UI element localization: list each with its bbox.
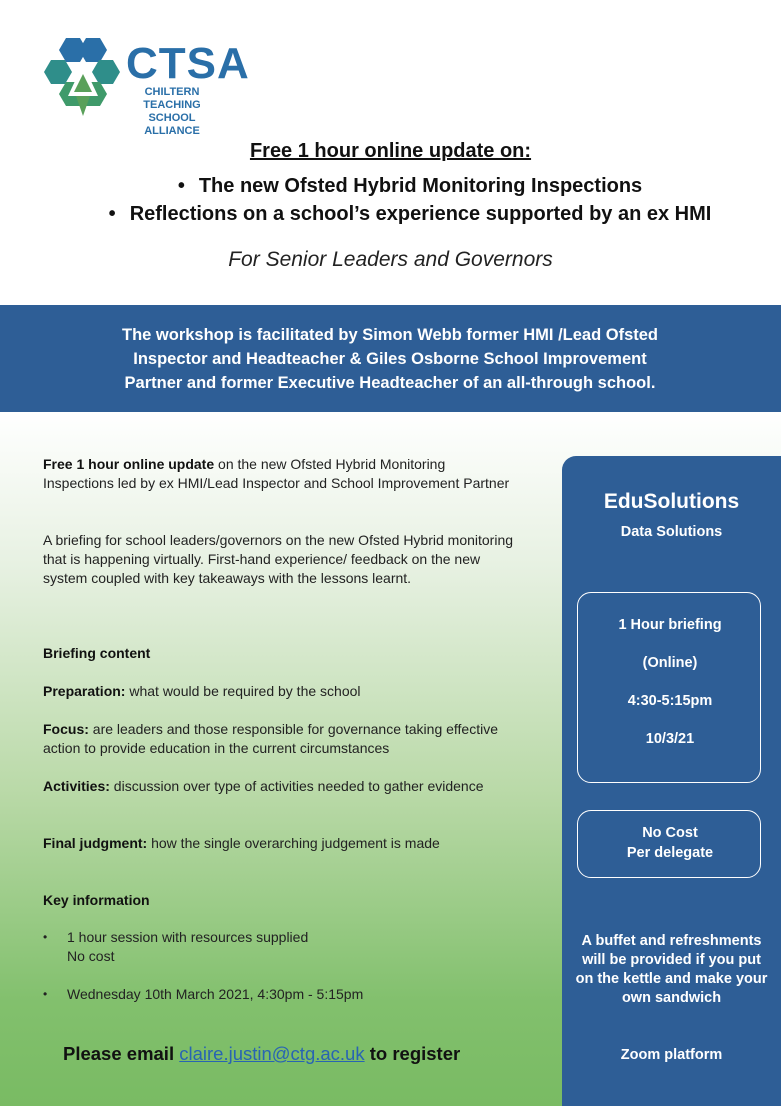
briefing-paragraph: A briefing for school leaders/governors on the new Ofsted Hybrid monitoring that is happening virtually. First-hand experience/ feedback on the new system coupled with key takeaways with the lessons learnt. bbox=[43, 532, 514, 586]
list-item: • 1 hour session with resources supplied No cost bbox=[43, 929, 309, 964]
logo-name-line2: SCHOOL ALLIANCE bbox=[144, 112, 200, 137]
header bbox=[0, 0, 781, 305]
event-detail: 4:30-5:15pm bbox=[627, 693, 713, 709]
key-information-list bbox=[43, 928, 523, 1023]
bullet-dot-icon: • bbox=[43, 930, 48, 944]
intro-rest: on the new Ofsted Hybrid Monitoring Inspections led by ex HMI/Lead Inspector and School Improvement Partner bbox=[43, 456, 510, 491]
logo-acronym: CTSA bbox=[126, 39, 250, 88]
audience-subtitle: For Senior Leaders and Governors bbox=[228, 248, 553, 271]
cost-line: Per delegate bbox=[626, 845, 714, 861]
facilitator-text bbox=[60, 323, 720, 395]
event-detail: (Online) bbox=[642, 655, 698, 671]
logo-wordmark bbox=[126, 39, 250, 138]
facilitator-line: Inspector and Headteacher & Giles Osborne School Improvement bbox=[133, 350, 647, 368]
email-link[interactable]: claire.justin@ctg.ac.uk bbox=[179, 1043, 365, 1064]
event-detail: 1 Hour briefing bbox=[618, 617, 722, 633]
briefing-item-preparation: Preparation: what would be required by the school bbox=[43, 683, 361, 699]
page-title: Free 1 hour online update on: bbox=[249, 140, 532, 162]
event-details-box bbox=[577, 592, 761, 783]
provider-name: EduSolutions bbox=[603, 490, 740, 513]
event-detail: 10/3/21 bbox=[645, 731, 695, 747]
register-instruction: Please email claire.justin@ctg.ac.uk to register bbox=[63, 1043, 461, 1064]
briefing-item-final-judgment: Final judgment: how the single overarching judgement is made bbox=[43, 835, 440, 851]
list-item: • Wednesday 10th March 2021, 4:30pm - 5:15pm bbox=[43, 986, 364, 1002]
briefing-item-activities: Activities: discussion over type of activities needed to gather evidence bbox=[43, 778, 484, 794]
intro-bold: Free 1 hour online update bbox=[43, 456, 215, 472]
bullet-dot-icon: • bbox=[43, 987, 48, 1001]
key-information-heading: Key information bbox=[43, 892, 150, 908]
topic-item: • Reflections on a school’s experience supported by an ex HMI bbox=[40, 200, 780, 228]
provider-subtitle: Data Solutions bbox=[620, 524, 723, 540]
logo-name-line1: CHILTERN TEACHING bbox=[143, 86, 201, 111]
facilitator-line: Partner and former Executive Headteacher of an all-through school. bbox=[124, 374, 656, 392]
platform-label: Zoom platform bbox=[620, 1047, 723, 1063]
hexagon-cluster-icon bbox=[40, 34, 124, 118]
topic-list bbox=[40, 172, 780, 228]
cost-line: No Cost bbox=[642, 825, 698, 841]
event-sidebar bbox=[562, 456, 781, 1106]
briefing-item-focus: Focus: are leaders and those responsible for governance taking effective action to provide education in the current circumstances bbox=[43, 721, 499, 756]
cost-box bbox=[577, 810, 761, 878]
topic-item: • The new Ofsted Hybrid Monitoring Inspections bbox=[40, 172, 780, 200]
ctsa-logo bbox=[40, 34, 250, 137]
facilitator-line: The workshop is facilitated by Simon Webb former HMI /Lead Ofsted bbox=[121, 326, 659, 344]
briefing-content-heading: Briefing content bbox=[43, 645, 151, 661]
buffet-note: A buffet and refreshments will be provided if you put on the kettle and make your own sandwich bbox=[575, 933, 768, 1006]
facilitator-banner bbox=[0, 305, 781, 412]
intro-paragraph bbox=[43, 455, 518, 493]
